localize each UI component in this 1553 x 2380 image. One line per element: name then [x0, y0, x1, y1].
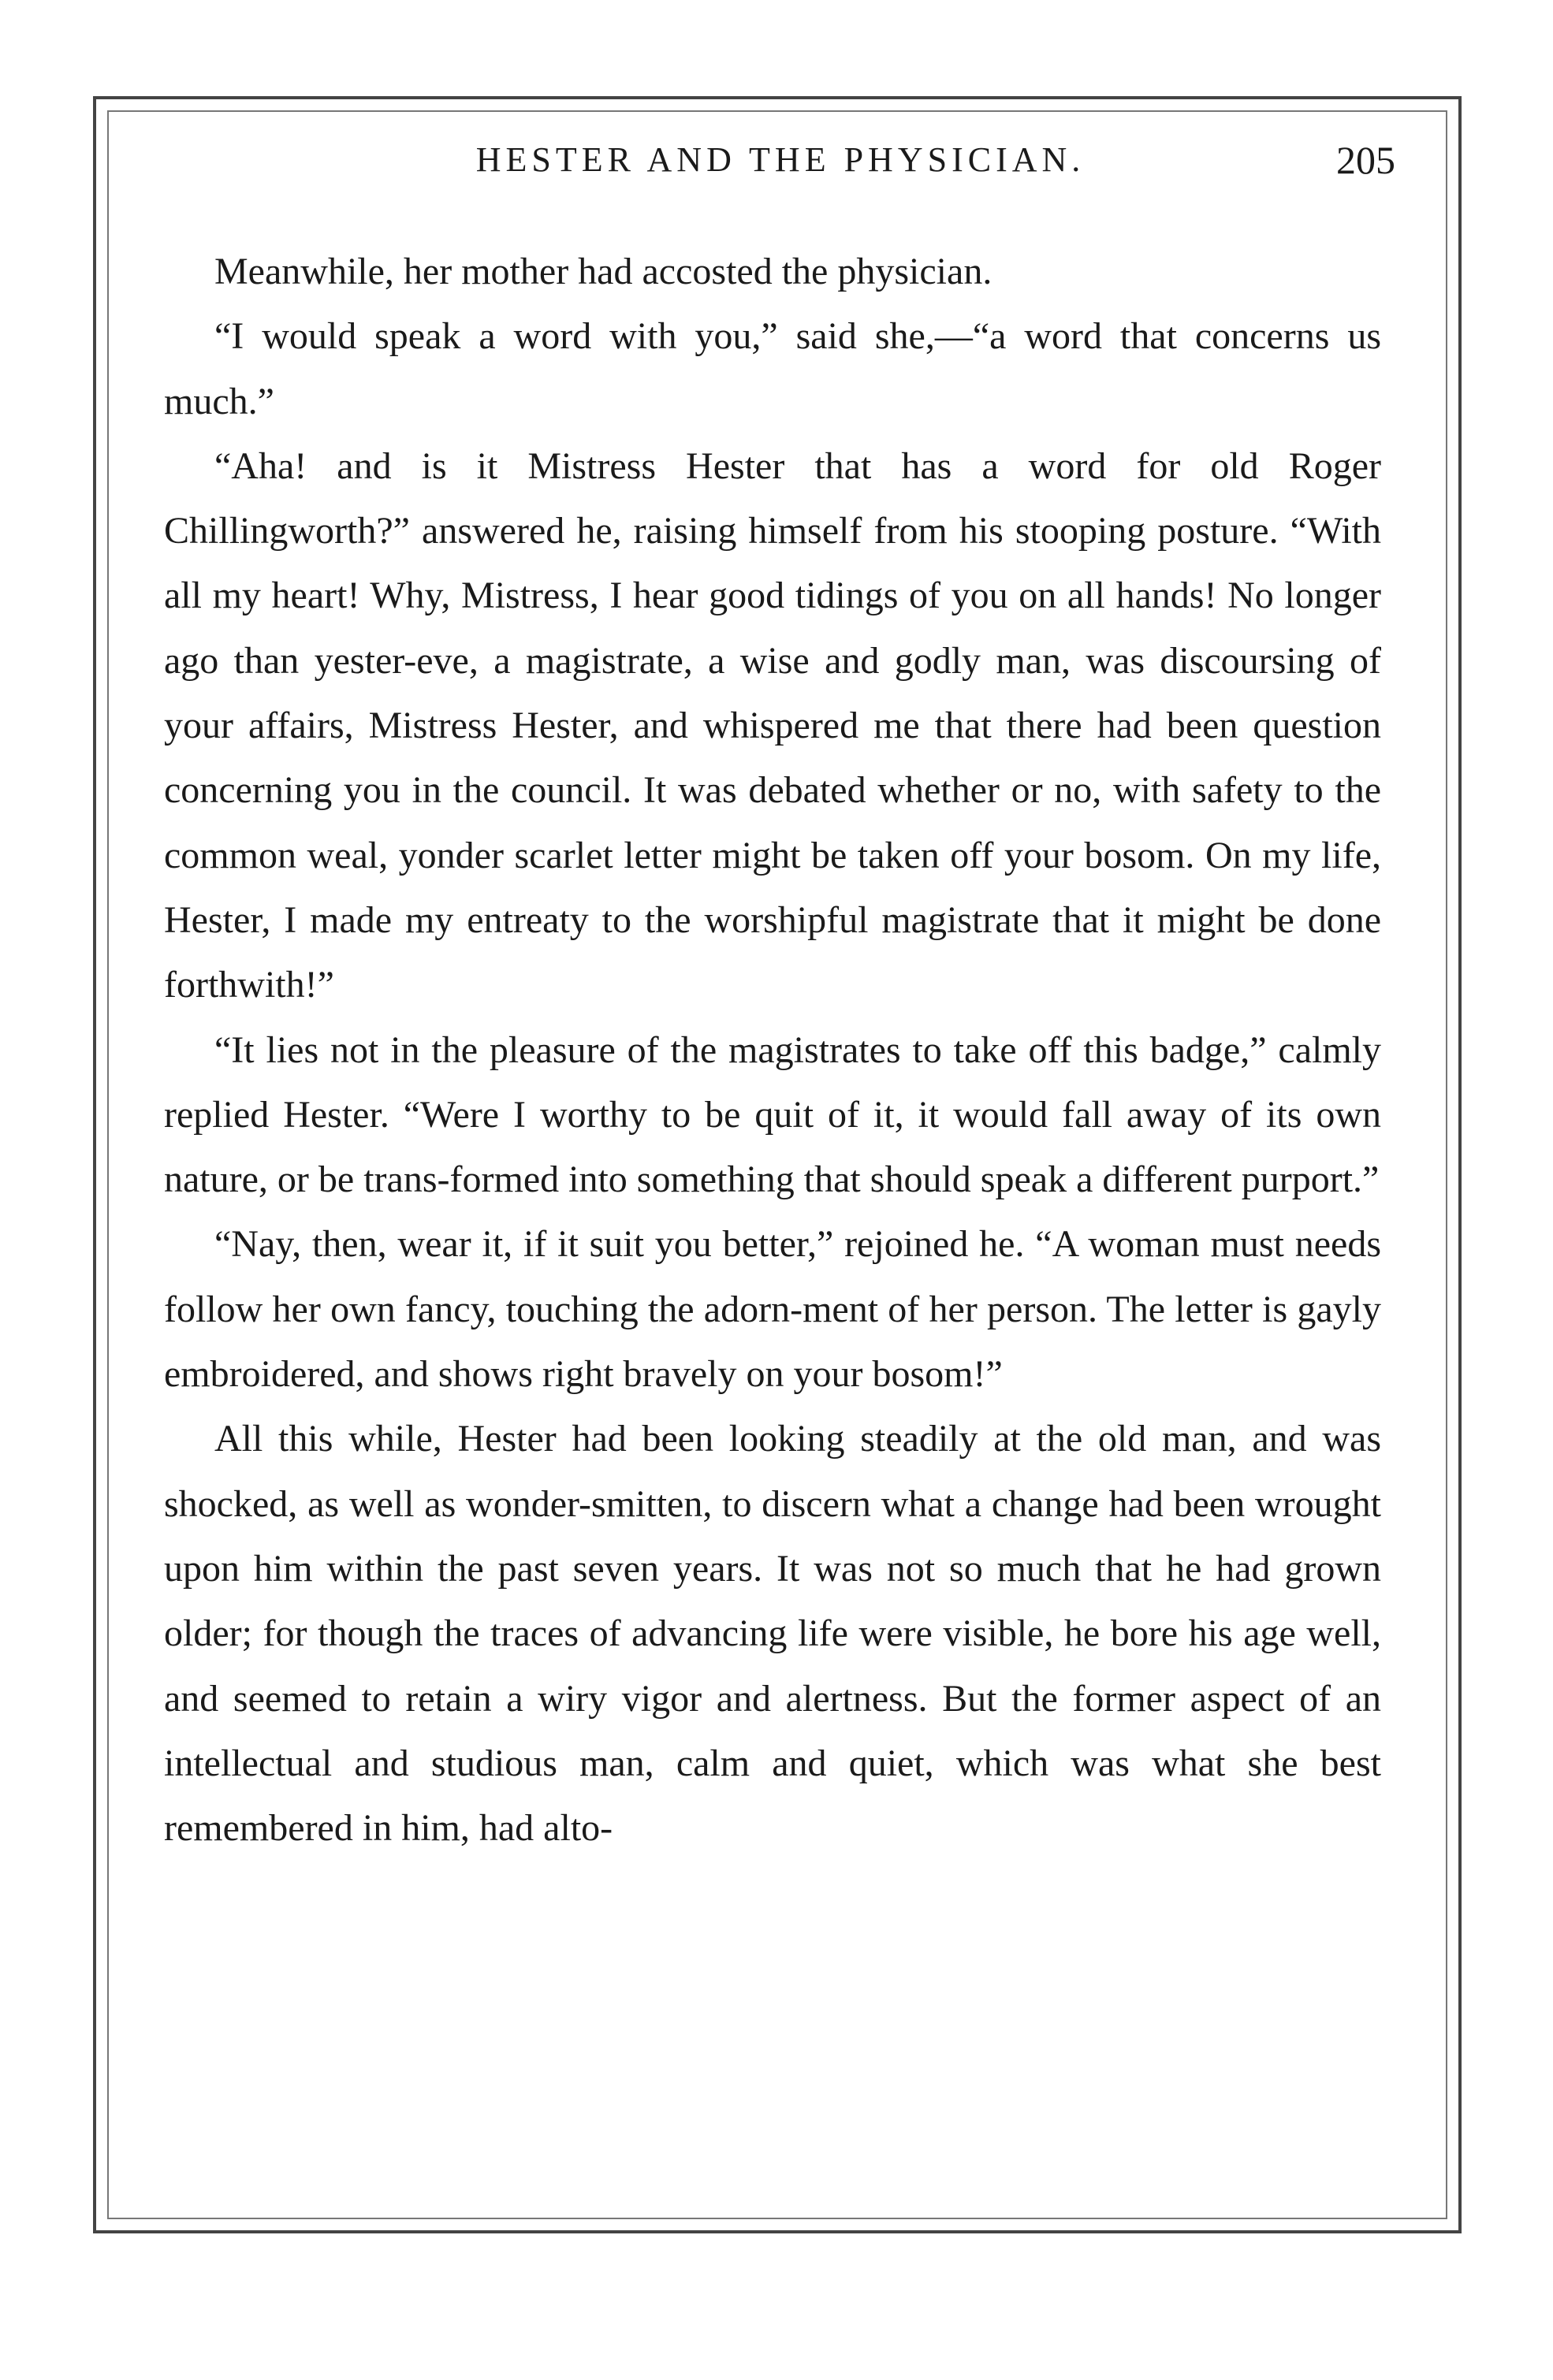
page-number: 205 [1336, 138, 1395, 182]
page-header [166, 132, 1395, 188]
paragraph: “I would speak a word with you,” said she,—“a word that concerns us much.” [164, 315, 1381, 422]
paragraph: “It lies not in the pleasure of the magistrates to take off this badge,” calmly replied Hester. “Were I worthy to be quit of it, it would fall away of its own nature, or be trans-formed into something that should speak a different purport.” [164, 1028, 1381, 1201]
paragraph: “Nay, then, wear it, if it suit you better,” rejoined he. “A woman must needs follow her own fancy, touching the adorn-ment of her person. The letter is gayly embroidered, and shows right bravely on your bosom!” [164, 1223, 1381, 1396]
text-body [164, 240, 1381, 1861]
running-head: HESTER AND THE PHYSICIAN. [475, 140, 1086, 179]
paragraph: All this while, Hester had been looking steadily at the old man, and was shocked, as well as wonder-smitten, to discern what a change had been wrought upon him within the past seven years. It was not so much that he had grown older; for though the traces of advancing life were visible, he bore his age well, and seemed to retain a wiry vigor and alertness. But the former aspect of an intellectual and studious man, calm and quiet, which was what she best remembered in him, had alto- [164, 1418, 1381, 1850]
paragraph: “Aha! and is it Mistress Hester that has a word for old Roger Chillingworth?” answered he, raising himself from his stooping posture. “With all my heart! Why, Mistress, I hear good tidings of you on all hands! No longer ago than yester-eve, a magistrate, a wise and godly man, was discoursing of your affairs, Mistress Hester, and whispered me that there had been question concerning you in the council. It was debated whether or no, with safety to the common weal, yonder scarlet letter might be taken off your bosom. On my life, Hester, I made my entreaty to the worshipful magistrate that it might be done forthwith!” [164, 444, 1381, 1006]
paragraph: Meanwhile, her mother had accosted the physician. [214, 251, 993, 292]
